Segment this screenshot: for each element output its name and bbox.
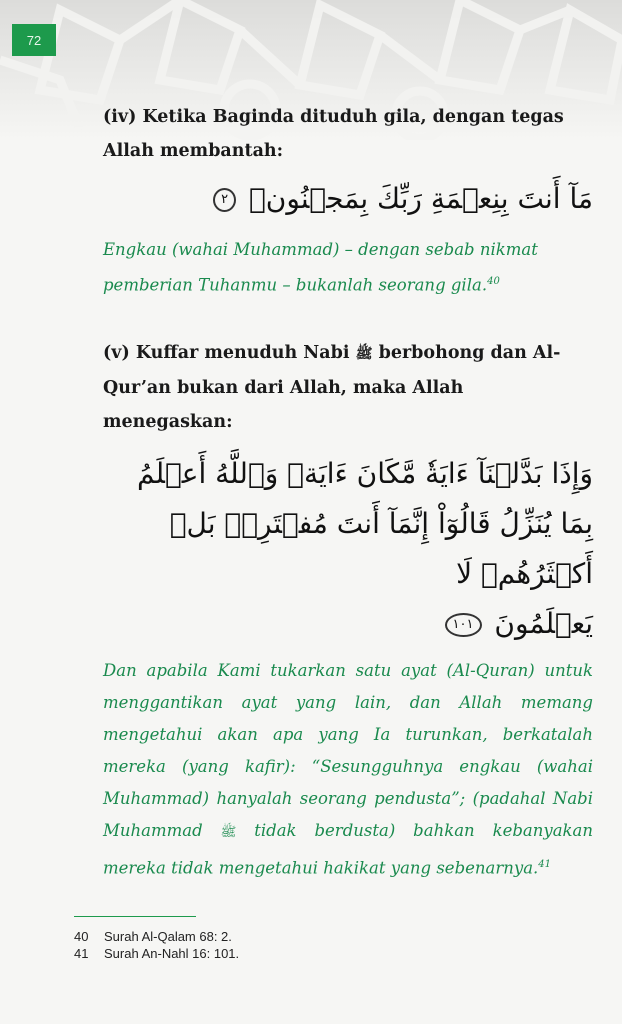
section-iv-heading: (iv) Ketika Baginda dituduh gila, dengan tegas Allah membantah: (103, 107, 564, 161)
ayah-number-marker: ٢ (213, 188, 236, 212)
footnote-ref-40: 40 (487, 276, 500, 287)
salawat-icon: ﷺ (355, 345, 373, 362)
section-v-translation (103, 655, 593, 885)
translation-text-part1: Dan apabila Kami tukarkan satu ayat (Al-Quran) untuk menggantikan ayat yang lain, dan Allah memang mengetahui akan apa yang Ia turunkan, berkatalah mereka (yang kafir): “Sesungguhnya engkau (wahai Muhammad) hanyalah seorang pendusta”; (padahal Nabi Muhammad (103, 660, 593, 840)
salawat-icon: ﷺ (220, 824, 237, 840)
footnote-divider (74, 916, 196, 917)
page-content (103, 100, 593, 884)
heading-text-before: (v) Kuffar menuduh Nabi (103, 342, 350, 363)
footnote-number: 40 (74, 929, 89, 944)
section-v-arabic-verse (103, 449, 593, 649)
arabic-line-3 (103, 599, 593, 649)
page-number: 72 (12, 24, 56, 56)
footnote-text: Surah An-Nahl 16: 101. (104, 946, 240, 961)
translation-text: Engkau (wahai Muhammad) – dengan sebab nikmat pemberian Tuhanmu – bukanlah seorang gila. (103, 240, 538, 295)
footnote-ref-41: 41 (538, 858, 552, 870)
footnote-item (74, 945, 239, 962)
section-iv-translation (103, 234, 593, 302)
footnote-text: Surah Al-Qalam 68: 2. (104, 929, 232, 944)
section-iv-arabic-verse (103, 174, 593, 224)
footnote-item (74, 928, 239, 945)
footnotes (74, 928, 239, 962)
footnote-number: 41 (74, 946, 89, 961)
arabic-line-1: وَإِذَا بَدَّلۡنَآ ءَايَةٗ مَّكَانَ ءَايَةٖ وَٱللَّهُ أَعۡلَمُ (137, 456, 593, 490)
section-v-heading (103, 336, 593, 439)
arabic-text: مَآ أَنتَ بِنِعۡمَةِ رَبِّكَ بِمَجۡنُونٖ (249, 182, 593, 215)
heading-text-after: berbohong dan Al-Qur’an bukan dari Allah, maka Allah menegaskan: (103, 342, 561, 432)
ayah-number-marker: ١٠١ (445, 613, 482, 637)
arabic-text: يَعۡلَمُونَ (494, 606, 593, 640)
translation-text-part2: tidak berdusta) bahkan kebanyakan mereka tidak mengetahui hakikat yang sebenarnya. (103, 820, 593, 877)
arabic-line-2: بِمَا يُنَزِّلُ قَالُوٓاْ إِنَّمَآ أَنتَ مُفۡتَرِۭۚ بَلۡ أَكۡثَرُهُمۡ لَا (169, 506, 593, 590)
